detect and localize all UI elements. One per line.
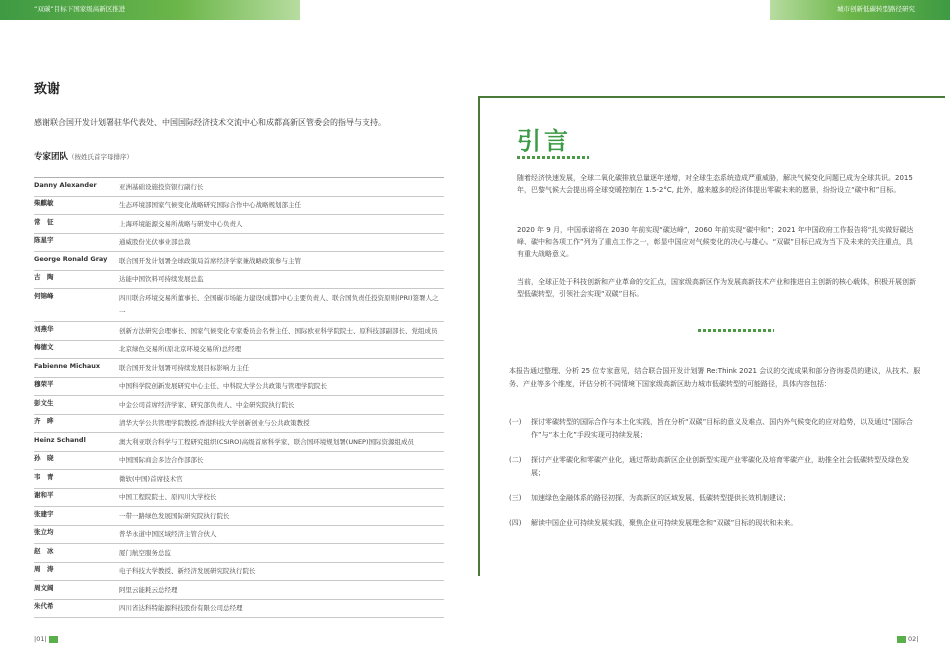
header-left-text: “双碳”目标下国家级高新区推进	[34, 5, 126, 13]
expert-name: 张立均	[34, 528, 54, 536]
expert-title: 清华大学公共管理学院教授,香港科技大学创新创业与公共政策教授	[119, 419, 310, 427]
expert-title: 一带一路绿色发展国际研究院执行院长	[119, 511, 230, 520]
expert-list	[34, 177, 444, 618]
expert-title: 北京绿色交易所(原北京环境交易所)总经理	[119, 345, 242, 353]
expert-row	[34, 289, 444, 322]
expert-name: 古 陶	[34, 273, 54, 281]
expert-title: 达能中国饮料可持续发展总监	[119, 275, 204, 283]
expert-name: Fabienne Michaux	[34, 361, 101, 370]
content-item-text: 探讨零碳转型的国际合作与本土化实践，旨在分析“双碳”目标的意义及难点、国内外气候变化的应对趋势，以及通过“国际合作”与“本土化”手段实现可持续发展；	[531, 418, 913, 439]
expert-name: 彭文生	[34, 398, 54, 407]
content-item-2	[509, 454, 921, 479]
expert-row	[34, 433, 444, 452]
expert-name: 周文阔	[34, 583, 54, 592]
expert-title: 中国国际商会多边合作部部长	[119, 456, 204, 464]
expert-title: 四川省达科特能源科技股份有限公司总经理	[119, 604, 243, 612]
content-item-4	[509, 517, 921, 530]
expert-title: 厦门航空服务总监	[119, 548, 171, 557]
expert-row	[34, 322, 444, 341]
expert-name: 陈星宇	[34, 236, 54, 244]
expert-name: 谢和平	[34, 491, 54, 499]
expert-title: 微软(中国)首席技术官	[119, 474, 183, 483]
intro-paragraph-3: 当前，全球正处于科技创新和产业革命的交汇点，国家级高新区作为发展高新技术产业和推进自主创新的核心载体，积极开展创新型低碳转型，引领社会实现“双碳”目标。	[517, 278, 916, 298]
expert-name: 梅德文	[34, 343, 54, 351]
content-item-key: (一)	[509, 418, 522, 426]
page-marker-square	[897, 636, 906, 643]
expert-title: 澳大利亚联合科学与工程研究组织(CSIRO)高级首席科学家、联合国环境规划署(UNEP)国际资源组成员	[119, 437, 415, 446]
header-right-text: 城市创新低碳转型路径研究	[837, 5, 915, 13]
expert-title: 中金公司首席经济学家、研究部负责人、中金研究院执行院长	[119, 400, 295, 409]
expert-name: 刘燕华	[34, 324, 54, 333]
expert-row	[34, 600, 444, 619]
content-item-1	[509, 416, 921, 441]
expert-title: 联合国开发计划署全球政策局首席经济学家兼战略政策参与主管	[119, 256, 301, 265]
expert-name: 穆荣平	[34, 380, 54, 388]
expert-row	[34, 252, 444, 271]
expert-row	[34, 178, 444, 197]
expert-name: 韦 青	[34, 472, 54, 481]
header-bar-right	[770, 0, 950, 20]
expert-row	[34, 197, 444, 216]
expert-title: 阿里云能耗云总经理	[119, 585, 178, 594]
expert-title: 中国科学院创新发展研究中心主任、中科院大学公共政策与管理学院院长	[119, 382, 327, 390]
expert-row	[34, 581, 444, 600]
introduction-title: 引言	[517, 127, 571, 155]
expert-row	[34, 271, 444, 290]
expert-name: 赵 冰	[34, 546, 54, 555]
page-number-left-text: |01|	[34, 635, 47, 643]
expert-title: 创新方法研究会理事长、国家气候变化专家委员会名誉主任、国际欧亚科学院院士、原科技部副部长、党组成员	[119, 326, 438, 335]
expert-name: Heinz Schandl	[34, 435, 86, 444]
expert-row	[34, 452, 444, 471]
expert-title: 中国工程院院士、原四川大学校长	[119, 493, 217, 501]
expert-name: 柴麒敏	[34, 199, 54, 207]
report-summary: 本报告通过整理、分析 25 位专家意见，结合联合国开发计划署 Re:Think 2021 会议的交流成果和部分咨询委员的建议，从技术、服务、产业等多个维度，评估分析不同情境下国家级高新区助力城市低碳转型的可能路径，具体内容包括：	[509, 367, 921, 388]
expert-title: 亚洲基础设施投资银行副行长	[119, 182, 204, 191]
content-item-key: (四)	[509, 519, 522, 527]
expert-row	[34, 234, 444, 253]
content-item-key: (三)	[509, 494, 522, 502]
intro-paragraph-2: 2020 年 9 月，中国承诺将在 2030 年前实现“碳达峰”，2060 年前实现“碳中和”；2021 年中国政府工作报告将“扎实做好碳达峰、碳中和各项工作”列为了重点工作之一，彰显中国应对气候变化的决心与雄心。“双碳”目标已成为当下及未来的关注重点，具有重大战略意义。	[517, 226, 914, 258]
expert-name: 齐 晔	[34, 417, 54, 425]
expert-name: 常 征	[34, 217, 54, 226]
expert-title: 生态环境部国家气候变化战略研究国际合作中心战略规划部主任	[119, 201, 301, 209]
acknowledgements-title: 致谢	[34, 82, 61, 97]
expert-title: 四川联合环境交易所董事长、全国碳市场能力建设(成都)中心主要负责人、联合国负责任投资原则(PRI)签署人之一	[119, 293, 439, 316]
team-heading-note: （按姓氏首字母排序）	[68, 153, 134, 161]
expert-row	[34, 215, 444, 234]
acknowledgements-intro: 感谢联合国开发计划署驻华代表处、中国国际经济技术交流中心和成都高新区管委会的指导与支持。	[34, 118, 386, 127]
team-heading-label: 专家团队	[34, 152, 69, 162]
expert-row	[34, 359, 444, 378]
expert-row	[34, 470, 444, 489]
header-bar-left	[0, 0, 300, 20]
expert-row	[34, 563, 444, 582]
expert-row	[34, 507, 444, 526]
expert-name: 朱代希	[34, 602, 54, 610]
content-item-key: (二)	[509, 456, 522, 464]
expert-name: 周 涛	[34, 565, 54, 573]
expert-row	[34, 415, 444, 434]
expert-name: George Ronald Gray	[34, 254, 108, 263]
expert-row	[34, 341, 444, 360]
expert-title: 联合国开发计划署可持续发展目标影响力主任	[119, 363, 249, 372]
page-number-left	[34, 635, 60, 643]
expert-row	[34, 396, 444, 415]
content-item-3	[509, 492, 921, 505]
content-item-text: 加速绿色金融体系的路径初探，为高新区的区域发展、低碳转型提供长效机制建议；	[531, 494, 790, 502]
expert-team-heading	[34, 150, 133, 162]
title-dash-divider	[517, 156, 589, 159]
section-dash-divider	[698, 329, 774, 332]
expert-name: 张建宇	[34, 509, 54, 518]
expert-title: 通威股份光伏事业部总裁	[119, 238, 191, 246]
expert-title: 电子科技大学教授、新经济发展研究院执行院长	[119, 567, 256, 575]
content-item-text: 探讨产业零碳化和零碳产业化，通过帮助高新区企业创新型实现产业零碳化及培育零碳产业，助推全社会低碳转型及绿色发展；	[531, 456, 909, 477]
content-item-text: 解读中国企业可持续发展实践，聚焦企业可持续发展理念和“双碳”目标的现状和未来。	[531, 519, 798, 527]
expert-name: 何锦峰	[34, 291, 54, 300]
expert-title: 上海环境能源交易所战略与研发中心负责人	[119, 219, 243, 228]
intro-paragraph-1: 随着经济快速发展，全球二氧化碳排放总量逐年递增，对全球生态系统造成严重威胁，解决气候变化问题已成为全球共识。2015 年，巴黎气候大会提出将全球变暖控制在 1.5-2°C, 此外，越来越多的经济体提出零碳未来的愿景，纷纷设立“碳中和”目标。	[517, 174, 913, 194]
expert-row	[34, 544, 444, 563]
expert-row	[34, 489, 444, 508]
expert-row	[34, 526, 444, 545]
page-number-right-text: 02|	[908, 635, 919, 643]
page-number-right	[895, 635, 918, 643]
expert-row	[34, 378, 444, 397]
page-marker-square	[49, 636, 58, 643]
expert-name: 孙 晓	[34, 454, 54, 462]
expert-name: Danny Alexander	[34, 180, 97, 189]
expert-title: 普华永道中国区域经济主管合伙人	[119, 530, 217, 538]
